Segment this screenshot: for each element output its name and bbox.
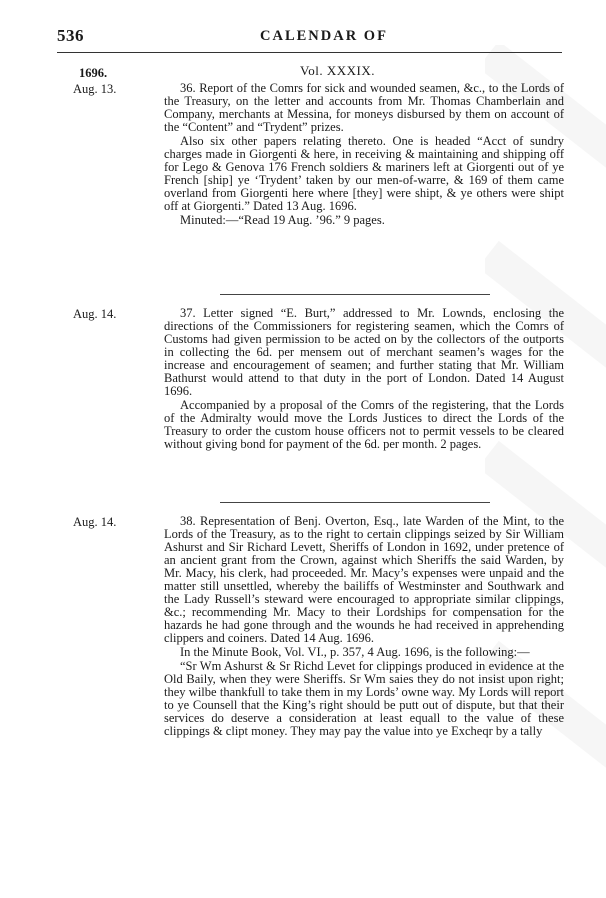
running-title: CALENDAR OF bbox=[260, 28, 388, 44]
entry-37 bbox=[164, 307, 564, 451]
entry-separator bbox=[220, 294, 490, 295]
volume-heading: Vol. XXXIX. bbox=[300, 63, 375, 78]
entry-separator bbox=[220, 502, 490, 503]
entry-paragraph: 38. Representation of Benj. Overton, Esq., late Warden of the Mint, to the Lords of the Treasury, as to the right to certain clippings seized by Sir William Ashurst and Sir Richard Levett, Sheriffs of London in 1692, under pretence of an ancient grant from the Crown, against which Sheriffs the said Warden, by Mr. Macy, his clerk, had proceeded. Mr. Macy’s expenses were unpaid and the matter still unsettled, whereby the bailiffs of Westminster and Southwark and the Lady Russell’s steward were encouraged to appropriate similar clippings, &c.; recommending Mr. Macy to their Lordships for compensation for the hazards he had gone through and the wounds he had received in apprehending clippers and coiners. Dated 14 Aug. 1696. bbox=[164, 514, 564, 645]
entry-paragraph: 37. Letter signed “E. Burt,” addressed to Mr. Lownds, enclosing the directions of the Commissioners for registering seamen, which the Comrs of Customs had given permission to be acted on by the collectors of the outports in collecting the 6d. per mensem out of merchant seamen’s wages for the increase and encouragement of seamen; and further stating that Mr. William Bathurst would attend to that duty in the port of London. Dated 14 August 1696. bbox=[164, 306, 564, 398]
entry-paragraph: Minuted:—“Read 19 Aug. ’96.” 9 pages. bbox=[180, 213, 385, 227]
entry-paragraph: 36. Report of the Comrs for sick and wounded seamen, &c., to the Lords of the Treasury, on the letter and accounts from Mr. Thomas Chamberlain and Company, merchants at Messina, for moneys disbursed by them on account of the “Content” and “Trydent” prizes. bbox=[164, 81, 564, 134]
entry-date: Aug. 14. bbox=[73, 307, 117, 321]
entry-36 bbox=[164, 82, 564, 227]
entry-paragraph: Accompanied by a proposal of the Comrs of the registering, that the Lords of the Admiralty would move the Lords Justices to direct the Lords of the Treasury to order the custom house officers not to permit vessels to be cleared without giving bond for payment of the 6d. per month. 2 pages. bbox=[164, 398, 564, 451]
entry-paragraph: “Sr Wm Ashurst & Sr Richd Levet for clippings produced in evidence at the Old Baily, when they were Sheriffs. Sr Wm saies they do not insist upon right; they wilbe thankfull to take them in my Lords’ owne way. My Lords will report to ye Counsell that the King’s right should be putt out of dispute, but that their services do deserve a consideration at least equall to the value of these clippings & clipt money. They may pay the value into ye Excheqr by a tally bbox=[164, 659, 564, 738]
entry-paragraph: In the Minute Book, Vol. VI., p. 357, 4 Aug. 1696, is the following:— bbox=[180, 645, 530, 659]
entry-date: Aug. 13. bbox=[73, 82, 117, 96]
page-number: 536 bbox=[57, 26, 84, 45]
entry-date: Aug. 14. bbox=[73, 515, 117, 529]
entry-paragraph: Also six other papers relating thereto. One is headed “Acct of sundry charges made in Giorgenti & here, in receiving & maintaining and shipping off for Lego & Genova 176 French soldiers & mariners left at Giorgenti out of ye French [ship] ye ‘Trydent’ taken by our men-of-warre, & 169 of them came overland from Giorgenti here where [they] were shipt, & ye others were shipt off at Giorgenti.” Dated 13 Aug. 1696. bbox=[164, 134, 564, 213]
margin-year: 1696. bbox=[79, 66, 108, 80]
entry-38 bbox=[164, 515, 564, 738]
header-rule bbox=[57, 52, 562, 53]
